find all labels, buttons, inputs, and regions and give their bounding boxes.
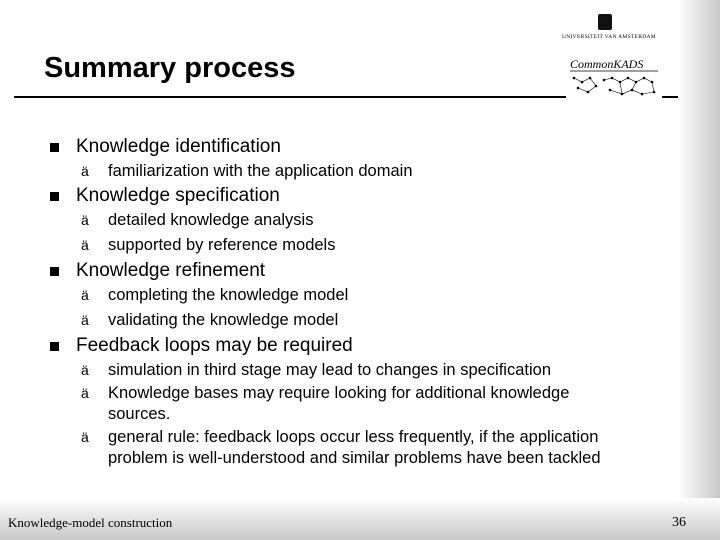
bullet-item: Knowledge refinement bbox=[76, 260, 266, 281]
page-number: 36 bbox=[672, 515, 686, 530]
sub-bullet-arrow-icon: ä bbox=[81, 212, 89, 228]
slide-title: Summary process bbox=[44, 52, 296, 84]
sub-bullet-arrow-icon: ä bbox=[81, 163, 89, 179]
university-seal-icon bbox=[598, 14, 612, 30]
sub-bullet-item: validating the knowledge model bbox=[108, 311, 339, 329]
commonkads-logo-text: CommonKADS bbox=[570, 57, 644, 71]
sub-bullet-item: simulation in third stage may lead to changes in specification bbox=[108, 361, 551, 379]
sub-bullet-item: Knowledge bases may require looking for additional knowledge sources. bbox=[108, 384, 570, 423]
bullet-marker-icon bbox=[50, 342, 59, 351]
sub-bullet-arrow-icon: ä bbox=[81, 362, 89, 378]
sub-bullet-arrow-icon: ä bbox=[81, 385, 89, 401]
sub-bullet-item: general rule: feedback loops occur less frequently, if the application problem is well-understood and similar problems have been tackled bbox=[108, 428, 601, 467]
sub-bullet-arrow-icon: ä bbox=[81, 429, 89, 445]
sub-bullet-item: completing the knowledge model bbox=[108, 286, 349, 304]
bullet-item: Knowledge identification bbox=[76, 136, 281, 157]
sub-bullet-arrow-icon: ä bbox=[81, 312, 89, 328]
commonkads-logo-icon bbox=[566, 56, 662, 100]
bullet-item: Feedback loops may be required bbox=[76, 335, 353, 356]
sub-bullet-arrow-icon: ä bbox=[81, 237, 89, 253]
bullet-marker-icon bbox=[50, 267, 59, 276]
logo-block bbox=[556, 8, 666, 100]
bullet-item: Knowledge specification bbox=[76, 185, 280, 206]
sub-bullet-item: detailed knowledge analysis bbox=[108, 211, 314, 229]
university-name: UNIVERSITEIT VAN AMSTERDAM bbox=[562, 34, 656, 40]
sub-bullet-item: supported by reference models bbox=[108, 236, 336, 254]
sub-bullet-item: familiarization with the application domain bbox=[108, 162, 413, 180]
sub-bullet-arrow-icon: ä bbox=[81, 287, 89, 303]
footer-course-title: Knowledge-model construction bbox=[8, 515, 173, 530]
right-shadow-band bbox=[678, 0, 720, 540]
bullet-marker-icon bbox=[50, 192, 59, 201]
bullet-marker-icon bbox=[50, 143, 59, 152]
